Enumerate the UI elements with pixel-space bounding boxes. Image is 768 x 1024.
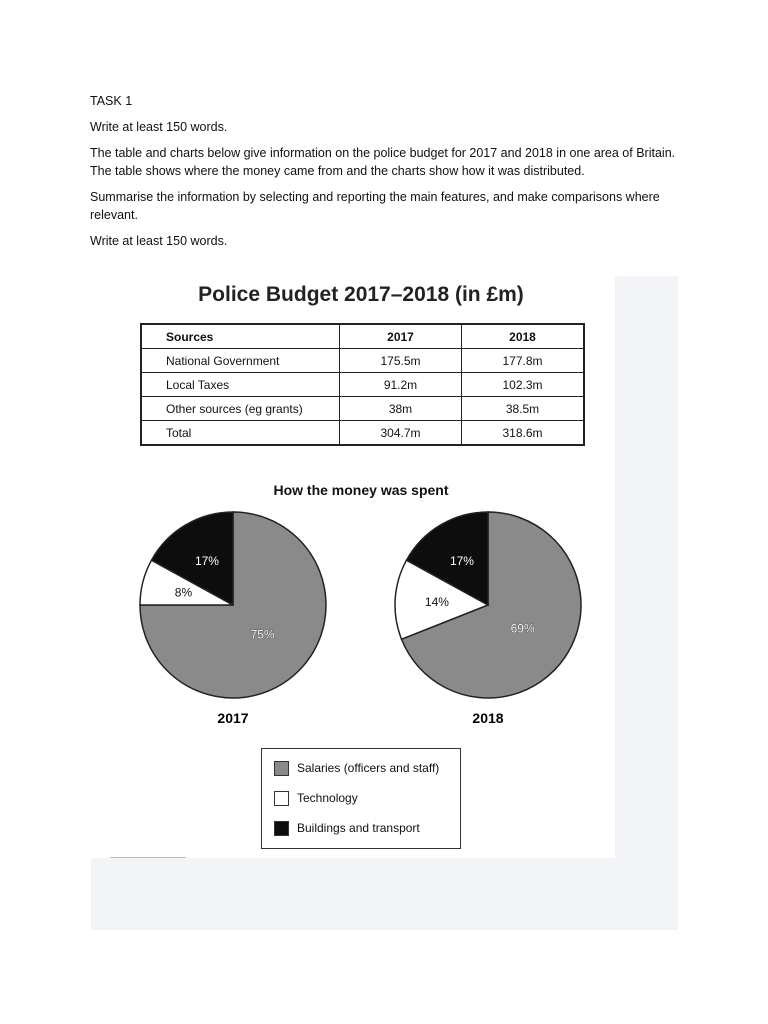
task-text <box>90 92 690 258</box>
pie-label: 14% <box>424 594 449 609</box>
table-cell: Local Taxes <box>141 373 340 397</box>
budget-table <box>140 323 585 446</box>
table-cell: 318.6m <box>462 421 585 446</box>
legend-label: Buildings and transport <box>297 821 420 835</box>
legend-item-salaries <box>274 760 439 776</box>
legend-label: Salaries (officers and staff) <box>297 761 440 775</box>
table-cell: 304.7m <box>340 421 462 446</box>
figure-divider <box>110 857 186 858</box>
table-row <box>141 421 584 446</box>
pie-label: 69% <box>510 621 535 636</box>
pie-charts-title: How the money was spent <box>273 482 449 498</box>
pie-2018 <box>395 512 581 726</box>
pie-2017 <box>140 512 326 726</box>
table-cell: 38m <box>340 397 462 421</box>
table-cell: 175.5m <box>340 349 462 373</box>
table-header-2017: 2017 <box>340 324 462 349</box>
table-header-sources: Sources <box>141 324 340 349</box>
table-cell: Total <box>141 421 340 446</box>
legend-swatch-technology <box>274 791 289 806</box>
task-paragraph-1: The table and charts below give information on the police budget for 2017 and 2018 in one area of Britain. The table shows where the money came from and the charts show how it was distributed. <box>90 146 676 178</box>
pie-year-label: 2017 <box>217 710 249 726</box>
legend-swatch-buildings <box>274 821 289 836</box>
table-row <box>141 349 584 373</box>
table-cell: 102.3m <box>462 373 585 397</box>
legend-item-buildings <box>274 820 420 836</box>
task-instruction-2: Write at least 150 words. <box>90 234 228 248</box>
table-cell: 177.8m <box>462 349 585 373</box>
table-row <box>141 397 584 421</box>
pie-label: 17% <box>194 553 219 568</box>
table-header-row <box>141 324 584 349</box>
task-instruction: Write at least 150 words. <box>90 120 228 134</box>
table-row <box>141 373 584 397</box>
legend-swatch-salaries <box>274 761 289 776</box>
task-heading: TASK 1 <box>90 94 133 108</box>
pie-label: 8% <box>174 585 193 600</box>
table-cell: 38.5m <box>462 397 585 421</box>
task-paragraph-2: Summarise the information by selecting and reporting the main features, and make comparisons where relevant. <box>90 190 660 222</box>
table-cell: National Government <box>141 349 340 373</box>
table-cell: 91.2m <box>340 373 462 397</box>
legend-item-technology <box>274 790 358 806</box>
pie-year-label: 2018 <box>472 710 504 726</box>
pie-label: 75% <box>250 627 275 642</box>
table-cell: Other sources (eg grants) <box>141 397 340 421</box>
table-header-2018: 2018 <box>462 324 585 349</box>
pie-charts <box>91 500 615 740</box>
legend <box>261 748 461 849</box>
pie-label: 17% <box>449 553 474 568</box>
figure-title: Police Budget 2017–2018 (in £m) <box>198 283 524 306</box>
legend-label: Technology <box>297 791 358 805</box>
